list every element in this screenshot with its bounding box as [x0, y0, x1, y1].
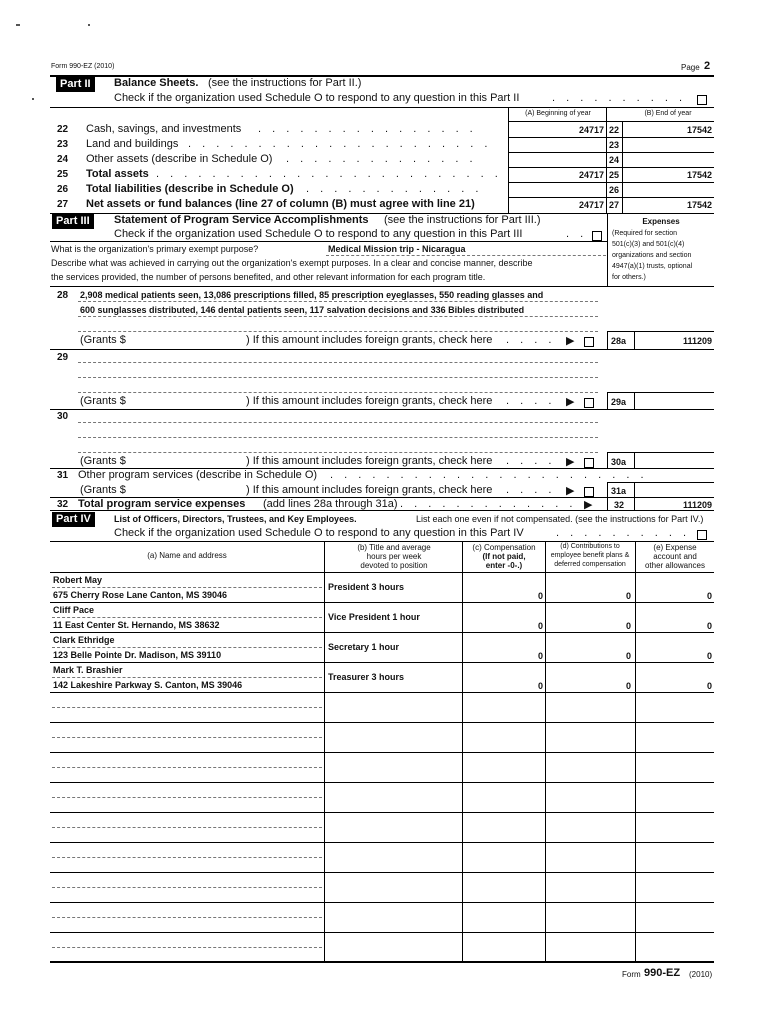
part4-check-text: Check if the organization used Schedule O to respond to any question in this Part IV [114, 527, 524, 539]
line-number: 32 [57, 499, 69, 510]
foreign-grants-text: ) If this amount includes foreign grants, check here [246, 395, 493, 407]
dot-leader: . . . . . . . . . . [556, 527, 691, 539]
arrow-icon: ▶ [566, 396, 575, 408]
rule [508, 182, 714, 183]
compensation-value: 0 [537, 651, 543, 661]
rule [607, 482, 714, 483]
col-a-head: (a) Name and address [147, 551, 227, 560]
rule [50, 409, 714, 410]
line-number: 29 [57, 352, 69, 363]
rule [50, 632, 714, 633]
part2-schedule-o-checkbox[interactable] [697, 95, 707, 105]
page-label: Page [681, 63, 700, 72]
form-label: Form 990-EZ (2010) [51, 63, 115, 70]
line-number: 25 [57, 169, 69, 180]
rule [508, 152, 714, 153]
arrow-icon: ▶ [584, 499, 593, 511]
grid-line [634, 452, 635, 468]
dot-leader: . . [566, 228, 588, 240]
grid-line [607, 482, 608, 497]
part4-tag: Part IV [52, 512, 95, 527]
dot-leader: . . . . . . . . . . . . . . . . . . . . . . [188, 138, 492, 150]
officer-address: 123 Belle Pointe Dr. Madison, MS 39110 [53, 650, 222, 660]
line-ref: 27 [609, 200, 620, 210]
rule [50, 602, 714, 603]
officer-title: Secretary 1 hour [328, 642, 400, 652]
col-b-head: (b) Title and average [357, 543, 431, 552]
part4-title: List of Officers, Directors, Trustees, and Key Employees. [114, 514, 357, 524]
entry-line [52, 617, 322, 618]
officer-title: Treasurer 3 hours [328, 672, 405, 682]
rule [50, 722, 714, 723]
rule [50, 541, 714, 542]
expense-account-value: 0 [706, 681, 712, 691]
part3-title: Statement of Program Service Accomplishments [114, 214, 369, 226]
dot-leader: . . . . . . . . . . . . . [306, 183, 483, 195]
col-c-head: (If not paid, [482, 552, 526, 561]
grid-line [324, 541, 325, 961]
grid-line [634, 331, 635, 349]
grid-line [545, 541, 546, 961]
rule [50, 812, 714, 813]
line-number: 30 [57, 411, 69, 422]
begin-year-value: 24717 [578, 125, 604, 135]
rule [50, 932, 714, 933]
entry-line [52, 797, 322, 798]
part2-tag: Part II [56, 77, 95, 92]
foreign-grants-checkbox-31[interactable] [584, 487, 594, 497]
compensation-value: 0 [537, 591, 543, 601]
part3-tag: Part III [52, 214, 94, 229]
line-number: 22 [57, 124, 69, 135]
rule [508, 121, 714, 122]
rule [50, 286, 714, 287]
rule [508, 167, 714, 168]
expenses-heading: Expenses [642, 217, 680, 226]
officer-name: Clark Ethridge [53, 635, 115, 645]
rule [50, 842, 714, 843]
expenses-note: for others.) [612, 274, 646, 281]
col-e-head: account and [653, 552, 697, 561]
rule [50, 241, 607, 242]
line-ref: 22 [609, 125, 620, 135]
entry-line [52, 647, 322, 648]
grid-line [607, 497, 608, 510]
footer-form-name: 990-EZ [644, 967, 681, 979]
entry-line [52, 887, 322, 888]
rule [50, 107, 714, 108]
dot-leader: . . . . [506, 395, 556, 407]
grid-line [462, 541, 463, 961]
entry-line [78, 362, 598, 363]
dot-leader: . . . . . . . . . . . . . [400, 498, 577, 510]
dot-leader: . . . . . . . . . . [552, 92, 687, 104]
rule [607, 452, 714, 453]
line-ref: 25 [609, 170, 620, 180]
rule [50, 572, 714, 573]
grants-label: (Grants $ [80, 484, 126, 496]
entry-line [78, 316, 598, 317]
line-ref: 29a [611, 397, 627, 407]
rule [50, 752, 714, 753]
scan-mark [88, 24, 90, 26]
balance-row-label: Net assets or fund balances (line 27 of column (B) must agree with line 21) [86, 198, 475, 210]
balance-row-label: Total assets [86, 168, 149, 180]
expense-account-value: 0 [706, 591, 712, 601]
expenses-note: (Required for section [612, 230, 677, 237]
purpose-question: What is the organization's primary exempt purpose? [51, 244, 259, 254]
bottom-rule [50, 961, 714, 963]
entry-line [52, 587, 322, 588]
footer-year: (2010) [689, 970, 713, 979]
rule [50, 782, 714, 783]
rule [50, 902, 714, 903]
expense-value: 111209 [682, 500, 712, 510]
grants-label: (Grants $ [80, 395, 126, 407]
foreign-grants-checkbox-30[interactable] [584, 458, 594, 468]
dot-leader: . . . . . . . . . . . . . . . . [258, 123, 477, 135]
rule [508, 197, 714, 198]
rule [50, 692, 714, 693]
entry-line [78, 452, 598, 453]
line-number: 26 [57, 184, 69, 195]
foreign-grants-checkbox-28[interactable] [584, 337, 594, 347]
line-number: 28 [57, 290, 69, 301]
arrow-icon: ▶ [566, 335, 575, 347]
program-description: 2,908 medical patients seen, 13,086 prescriptions filled, 85 prescription eyeglasses, 550 reading glasses and [80, 290, 544, 300]
line-number: 31 [57, 470, 69, 481]
rule [50, 872, 714, 873]
foreign-grants-text: ) If this amount includes foreign grants, check here [246, 455, 493, 467]
col-d-head: deferred compensation [554, 561, 626, 568]
rule [50, 662, 714, 663]
officer-address: 675 Cherry Rose Lane Canton, MS 39046 [53, 590, 228, 600]
entry-line [78, 437, 598, 438]
foreign-grants-text: ) If this amount includes foreign grants, check here [246, 484, 493, 496]
footer-form-word: Form [622, 970, 641, 979]
end-year-value: 17542 [686, 170, 712, 180]
col-d-head: (d) Contributions to [560, 543, 620, 550]
purpose-answer: Medical Mission trip - Nicaragua [328, 244, 466, 254]
dot-leader: . . . . [506, 484, 556, 496]
line-ref: 28a [611, 336, 627, 346]
foreign-grants-text: ) If this amount includes foreign grants, check here [246, 334, 493, 346]
grid-line [607, 331, 608, 349]
officer-address: 142 Lakeshire Parkway S. Canton, MS 39046 [53, 680, 243, 690]
rule [50, 510, 714, 511]
begin-year-value: 24717 [578, 170, 604, 180]
entry-line [52, 677, 322, 678]
program-description: 600 sunglasses distributed, 146 dental patients seen, 117 salvation decisions and 336 Bibles distributed [80, 305, 525, 315]
officer-address: 11 East Center St. Hernando, MS 38632 [53, 620, 220, 630]
line-ref: 31a [611, 486, 627, 496]
grid-line [634, 482, 635, 510]
part2-title: Balance Sheets. [114, 77, 199, 89]
part3-schedule-o-checkbox[interactable] [592, 231, 602, 241]
entry-line [78, 331, 598, 332]
expenses-note: 501(c)(3) and 501(c)(4) [612, 241, 685, 248]
col-e-head: other allowances [644, 561, 706, 570]
entry-line [52, 707, 322, 708]
part2-title-note: (see the instructions for Part II.) [208, 77, 362, 89]
rule [607, 392, 714, 393]
entry-line [52, 917, 322, 918]
part2-col-b-head: (B) End of year [644, 110, 692, 117]
scan-mark [32, 98, 34, 100]
expenses-note: 4947(a)(1) trusts, optional [612, 263, 693, 270]
begin-year-value: 24717 [578, 200, 604, 210]
part2-col-a-head: (A) Beginning of year [525, 110, 591, 117]
grants-label: (Grants $ [80, 334, 126, 346]
compensation-value: 0 [537, 621, 543, 631]
line32-note: (add lines 28a through 31a) [263, 498, 398, 510]
rule [50, 349, 714, 350]
entry-line [78, 377, 598, 378]
officer-title: President 3 hours [328, 582, 405, 592]
line-ref: 30a [611, 457, 627, 467]
grid-line [607, 452, 608, 468]
describe-text: Describe what was achieved in carrying out the organization's exempt purposes. In a clear and concise manner, describe [51, 258, 533, 268]
col-c-head: (c) Compensation [472, 543, 536, 552]
grid-line [607, 392, 608, 409]
balance-row-label: Other assets (describe in Schedule O) [86, 153, 273, 165]
dot-leader: . . . . . . . . . . . . . . [286, 153, 477, 165]
grants-label: (Grants $ [80, 455, 126, 467]
part4-title-note: List each one even if not compensated. (see the instructions for Part IV.) [416, 514, 704, 524]
entry-line [52, 737, 322, 738]
line-ref: 23 [609, 140, 620, 150]
entry-line [78, 301, 598, 302]
dot-leader: . . . . [506, 334, 556, 346]
entry-line [52, 827, 322, 828]
grid-line [635, 541, 636, 961]
part4-schedule-o-checkbox[interactable] [697, 530, 707, 540]
foreign-grants-checkbox-29[interactable] [584, 398, 594, 408]
answer-line [326, 255, 606, 256]
balance-row-label: Total liabilities (describe in Schedule O) [86, 183, 294, 195]
col-e-head: (e) Expense [653, 543, 697, 552]
benefits-value: 0 [625, 651, 631, 661]
expense-value: 111209 [682, 336, 712, 346]
rule [607, 331, 714, 332]
col-d-head: employee benefit plans & [550, 552, 630, 559]
arrow-icon: ▶ [566, 456, 575, 468]
entry-line [52, 947, 322, 948]
benefits-value: 0 [625, 621, 631, 631]
benefits-value: 0 [625, 681, 631, 691]
line-number: 27 [57, 199, 69, 210]
part2-check-text: Check if the organization used Schedule O to respond to any question in this Part II [114, 92, 520, 104]
officer-name: Robert May [53, 575, 103, 585]
line31-text: Other program services (describe in Schedule O) [78, 469, 318, 481]
line-ref: 24 [609, 155, 620, 165]
dot-leader: . . . . . . . . . . . . . . . . . . . . . . . [330, 469, 648, 481]
line-ref: 32 [614, 500, 625, 510]
balance-row-label: Cash, savings, and investments [86, 123, 242, 135]
end-year-value: 17542 [686, 200, 712, 210]
line-number: 24 [57, 154, 69, 165]
officer-name: Cliff Pace [53, 605, 95, 615]
dot-leader: . . . . [506, 455, 556, 467]
col-b-head: hours per week [366, 552, 422, 561]
entry-line [52, 767, 322, 768]
entry-line [78, 422, 598, 423]
dot-leader: . . . . . . . . . . . . . . . . . . . . . . . . . [156, 168, 502, 180]
expense-account-value: 0 [706, 651, 712, 661]
entry-line [78, 392, 598, 393]
entry-line [52, 857, 322, 858]
officer-name: Mark T. Brashier [53, 665, 123, 675]
expense-account-value: 0 [706, 621, 712, 631]
line-ref: 26 [609, 185, 620, 195]
line-number: 23 [57, 139, 69, 150]
page-number: 2 [704, 60, 711, 72]
rule [508, 137, 714, 138]
col-c-head: enter -0-.) [485, 561, 523, 570]
part3-title-note: (see the instructions for Part III.) [384, 214, 541, 226]
scan-mark [16, 24, 20, 26]
compensation-value: 0 [537, 681, 543, 691]
part3-check-text: Check if the organization used Schedule O to respond to any question in this Part III [114, 228, 523, 240]
describe-text: the services provided, the number of persons benefited, and other relevant information for each program title. [51, 272, 486, 282]
arrow-icon: ▶ [566, 485, 575, 497]
balance-row-label: Land and buildings [86, 138, 179, 150]
grid-line [634, 392, 635, 409]
end-year-value: 17542 [686, 125, 712, 135]
col-b-head: devoted to position [360, 561, 428, 570]
officer-title: Vice President 1 hour [328, 612, 420, 622]
line32-text: Total program service expenses [78, 498, 246, 510]
benefits-value: 0 [625, 591, 631, 601]
expenses-note: organizations and section [612, 252, 692, 259]
